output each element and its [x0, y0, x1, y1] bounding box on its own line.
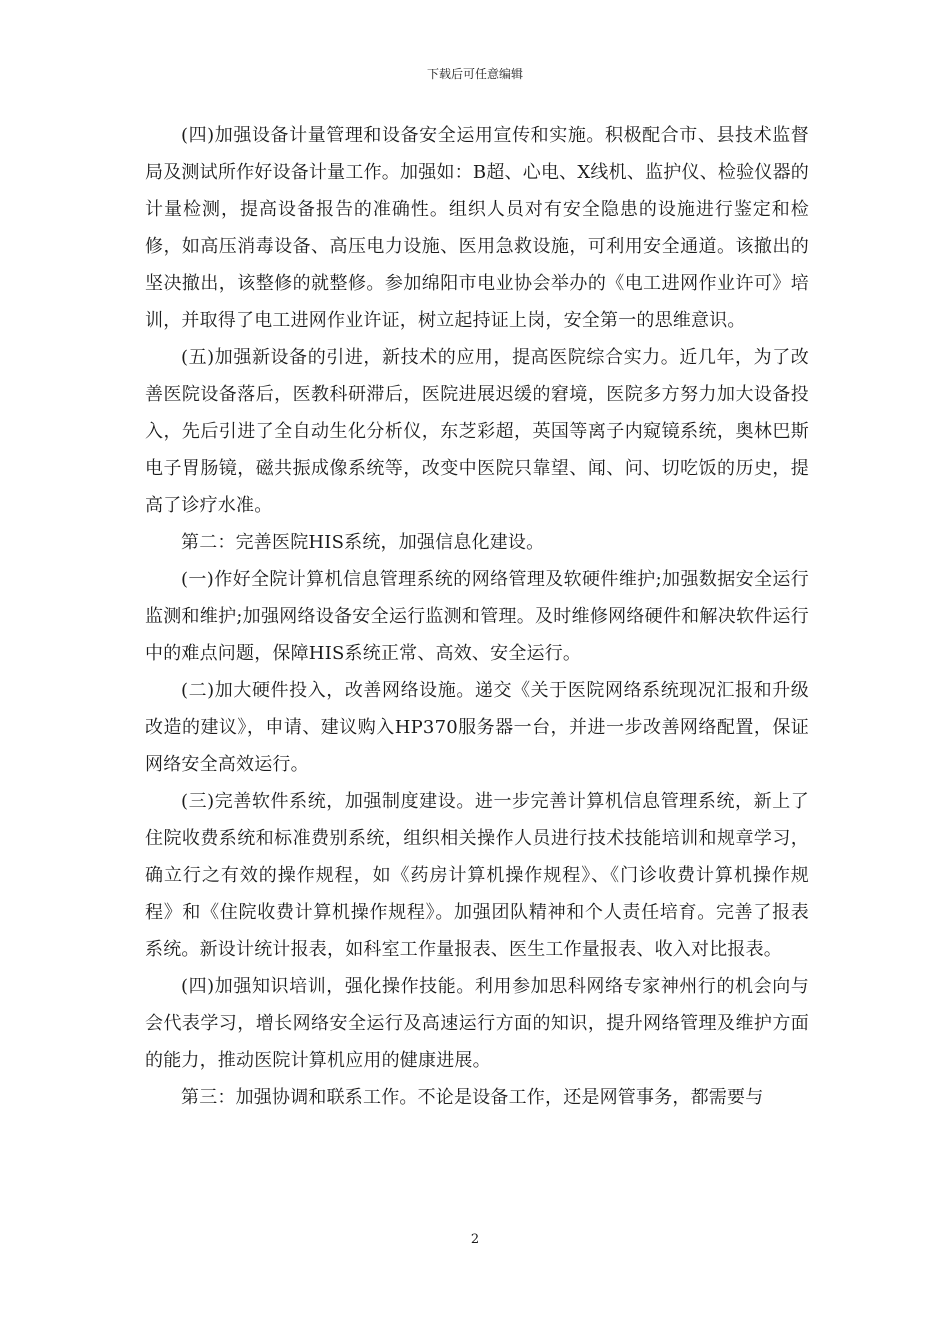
page-number: 2: [470, 1232, 480, 1247]
page-header: 下载后可任意编辑: [426, 67, 523, 81]
paragraph-software-system: (三)完善软件系统，加强制度建设。进一步完善计算机信息管理系统，新上了住院收费系统和标准费别系统，组织相关操作人员进行技术技能培训和规章学习，确立行之有效的操作规程，如《药房计算机操作规程》、《门诊收费计算机操作规程》和《住院收费计算机操作规程》。加强团队精神和个人责任培育。完善了报表系统。新设计统计报表，如科室工作量报表、医生工作量报表、收入对比报表。: [145, 791, 809, 960]
paragraph-hardware-investment: (二)加大硬件投入，改善网络设施。递交《关于医院网络系统现况汇报和升级改造的建议》，申请、建议购入HP370服务器一台，并进一步改善网络配置，保证网络安全高效运行。: [145, 680, 809, 775]
section-heading-his-system: 第二：完善医院HIS系统，加强信息化建设。: [181, 532, 545, 553]
paragraph-coordination: 第三：加强协调和联系工作。不论是设备工作，还是网管事务，都需要与: [181, 1087, 764, 1108]
paragraph-equipment-metrology: (四)加强设备计量管理和设备安全运用宣传和实施。积极配合市、县技术监督局及测试所作好设备计量工作。加强如：B超、心电、X线机、监护仪、检验仪器的计量检测，提高设备报告的准确性。组织人员对有安全隐患的设施进行鉴定和检修，如高压消毒设备、高压电力设施、医用急救设施，可利用安全通道。该撤出的坚决撤出，该整修的就整修。参加绵阳市电业协会举办的《电工进网作业许可》培训，并取得了电工进网作业许证，树立起持证上岗，安全第一的思维意识。: [145, 125, 809, 331]
paragraph-knowledge-training: (四)加强知识培训，强化操作技能。利用参加思科网络专家神州行的机会向与会代表学习，增长网络安全运行及高速运行方面的知识，提升网络管理及维护方面的能力，推动医院计算机应用的健康进展。: [145, 976, 809, 1071]
paragraph-new-equipment: (五)加强新设备的引进，新技术的应用，提高医院综合实力。近几年，为了改善医院设备落后，医教科研滞后，医院进展迟缓的窘境，医院多方努力加大设备投入，先后引进了全自动生化分析仪，东芝彩超，英国等离子内窥镜系统，奥林巴斯电子胃肠镜，磁共振成像系统等，改变中医院只靠望、闻、问、切吃饭的历史，提高了诊疗水准。: [145, 347, 809, 516]
document-body: [145, 117, 809, 1116]
paragraph-network-maintenance: (一)作好全院计算机信息管理系统的网络管理及软硬件维护;加强数据安全运行监测和维护;加强网络设备安全运行监测和管理。及时维修网络硬件和解决软件运行中的难点问题，保障HIS系统正常、高效、安全运行。: [145, 569, 809, 664]
